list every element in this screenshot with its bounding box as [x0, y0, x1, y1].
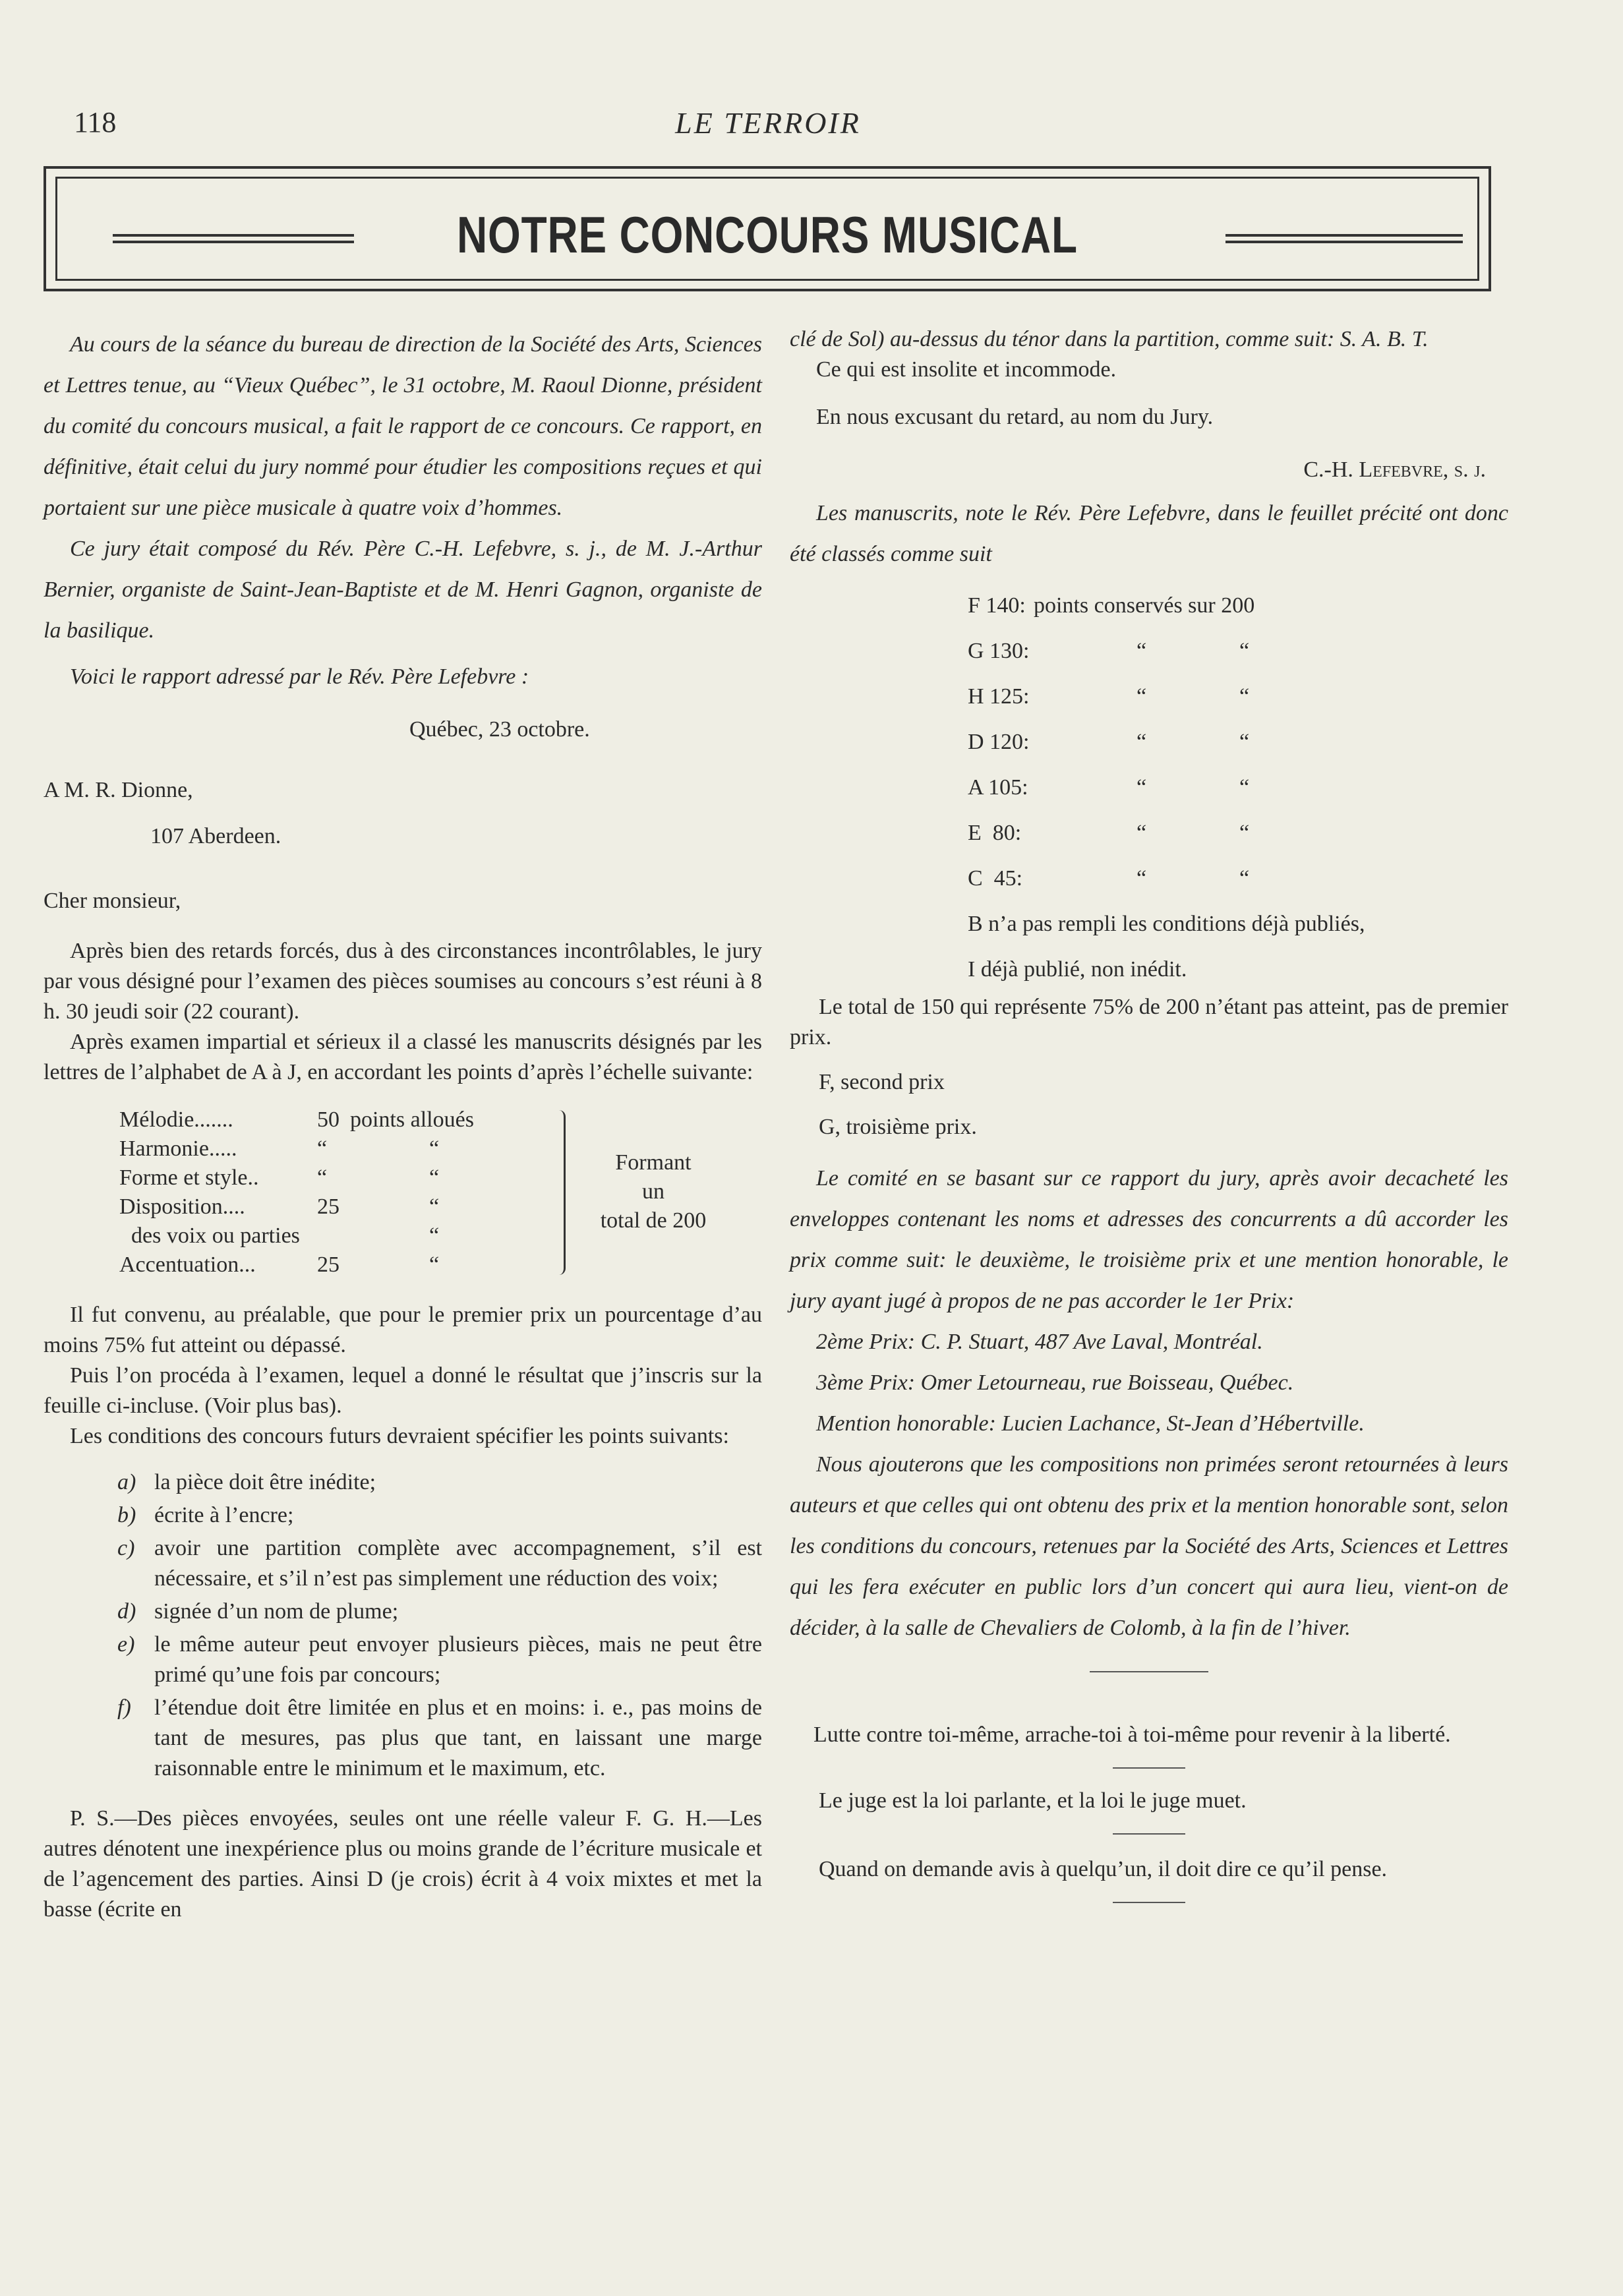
conditions-list	[117, 1467, 762, 1784]
scale-value: 25	[317, 1194, 339, 1219]
intro-paragraph-2: Ce jury était composé du Rév. Père C.-H. Lefebvre, s. j., de M. J.-Arthur Bernier, organiste de Saint-Jean-Baptiste et de M. Henri Gagnon, organiste de la basilique.	[44, 537, 762, 643]
scale-unit: “	[429, 1165, 440, 1190]
salutation: Cher monsieur,	[44, 889, 181, 913]
left-column	[44, 324, 762, 1925]
i-line: I déjà publié, non inédit.	[968, 957, 1187, 982]
formant-line: Formant	[615, 1150, 692, 1175]
total-note: Le total de 150 qui représente 75% de 200 n’étant pas atteint, pas de premier prix.	[790, 995, 1508, 1049]
intro-paragraph-1: Au cours de la séance du bureau de direction de la Société des Arts, Sciences et Lettres tenue, au “Vieux Québec”, le 31 octobre, M. Raoul Dionne, président du comité du concours musical, a fait le rapport de ce concours. Ce rapport, en définitive, était celui du jury nommé pour étudier les compositions reçues et qui portaient sur une pièce musicale à quatre voix d’hommes.	[44, 332, 762, 520]
condition-item	[117, 1597, 762, 1627]
score-ditto: “	[1239, 684, 1250, 709]
body-paragraph-1: Après bien des retards forcés, dus à des circonstances incontrôlables, le jury par vous désigné pour l’examen des pièces soumises au concours s’est réuni à 8 h. 30 jeudi soir (22 courant).	[44, 939, 762, 1024]
scale-criterion: Accentuation...	[119, 1252, 256, 1277]
condition-item	[117, 1533, 762, 1594]
condition-item	[117, 1630, 762, 1690]
maxim-3: Quand on demande avis à quelqu’un, il doit dire ce qu’il pense.	[819, 1857, 1388, 1881]
condition-item	[117, 1500, 762, 1531]
continuation-1-text: clé de Sol) au-dessus du ténor dans la partition, comme suit: S. A. B. T.	[790, 327, 1429, 351]
prize-2	[790, 1322, 1508, 1363]
score-label: G 130:	[968, 639, 1030, 663]
condition-text: signée d’un nom de plume;	[154, 1599, 399, 1624]
continuation-2: Ce qui est insolite et incommode.	[816, 357, 1117, 382]
address: 107 Aberdeen.	[150, 824, 281, 848]
second-prize-line: F, second prix	[819, 1070, 945, 1094]
condition-text: la pièce doit être inédite;	[154, 1470, 376, 1494]
title-frame	[44, 166, 1491, 291]
score-label: H 125:	[968, 684, 1030, 709]
prize-2-winner: : C. P. Stuart, 487 Ave Laval, Montréal.	[907, 1330, 1263, 1354]
scale-criterion: des voix ou parties	[131, 1223, 300, 1248]
scale-criterion: Harmonie.....	[119, 1136, 237, 1161]
score-row	[968, 947, 1508, 992]
score-row	[968, 719, 1508, 765]
score-label: E 80:	[968, 821, 1022, 845]
prize-3-winner: : Omer Letourneau, rue Boisseau, Québec.	[907, 1370, 1294, 1395]
score-label: A 105:	[968, 775, 1028, 800]
signature: C.-H. Lefebvre, s. j.	[1303, 457, 1486, 482]
scale-unit: “	[429, 1194, 440, 1219]
closing-paragraph: Nous ajouterons que les compositions non primées seront retournées à leurs auteurs et que celles qui ont obtenu des prix et la mention honorable sont, selon les conditions du concours, retenues par la Société des Arts, Sciences et Lettres qui les fera exécuter en public lors d’un concert qui aura lieu, vient-on de décider, à la salle de Chevaliers de Colomb, à la fin de l’hiver.	[790, 1452, 1508, 1640]
score-row	[968, 628, 1508, 674]
scale-criterion: Mélodie.......	[119, 1107, 233, 1132]
condition-key: b)	[117, 1503, 136, 1527]
scale-value: 25	[317, 1252, 339, 1277]
third-prize-line: G, troisième prix.	[819, 1115, 977, 1139]
editor-note: Les manuscrits, note le Rév. Père Lefebvre, dans le feuillet précité ont donc été classés comme suit	[790, 501, 1508, 566]
intro-paragraph-3: Voici le rapport adressé par le Rév. Père Lefebvre :	[70, 664, 529, 689]
scale-unit: “	[429, 1136, 440, 1161]
right-column	[790, 324, 1508, 1903]
condition-key: f)	[117, 1695, 131, 1720]
maxim-1: Lutte contre toi-même, arrache-toi à toi-même pour revenir à la liberté.	[813, 1722, 1451, 1747]
scale-unit: “	[429, 1252, 440, 1277]
mention-winner: : Lucien Lachance, St-Jean d’Hébertville.	[988, 1411, 1365, 1436]
score-ditto: “	[1239, 730, 1250, 754]
score-ditto: “	[1136, 639, 1147, 663]
scores-list	[968, 583, 1508, 992]
mention-label: Mention honorable	[816, 1411, 989, 1436]
scale-value: 50	[317, 1107, 339, 1132]
score-ditto: “	[1136, 684, 1147, 709]
score-ditto: “	[1239, 775, 1250, 800]
score-label: F 140:	[968, 593, 1026, 618]
separator	[1113, 1767, 1185, 1769]
honorable-mention	[790, 1403, 1508, 1444]
scale-total-note	[568, 1148, 739, 1235]
article-title: NOTRE CONCOURS MUSICAL	[457, 206, 1078, 264]
continuation-1	[790, 324, 1508, 355]
score-ditto: “	[1239, 866, 1250, 891]
score-ditto: “	[1136, 775, 1147, 800]
scale-value: “	[317, 1165, 328, 1190]
condition-text: l’étendue doit être limitée en plus et en moins: i. e., pas moins de tant de mesures, pas plus que tant, en laissant une marge raisonnable entre le minimum et le maximum, etc.	[154, 1695, 762, 1781]
scale-unit: “	[429, 1223, 440, 1248]
body-paragraph-5: Les conditions des concours futurs devraient spécifier les points suivants:	[70, 1424, 729, 1448]
page-number: 118	[74, 106, 117, 138]
score-detail: points conservés sur 200	[1034, 593, 1255, 618]
condition-text: le même auteur peut envoyer plusieurs pièces, mais ne peut être primé qu’une fois par concours;	[154, 1632, 762, 1687]
separator	[1113, 1833, 1185, 1835]
b-line: B n’a pas rempli les conditions déjà publiés,	[968, 912, 1365, 936]
committee-paragraph: Le comité en se basant sur ce rapport du jury, après avoir decacheté les enveloppes contenant les noms et adresses des concurrents a dû accorder les prix comme suit: le deuxième, le troisième prix et une mention honorable, le jury ayant jugé à propos de ne pas accorder le 1er Prix:	[790, 1166, 1508, 1313]
condition-item	[117, 1693, 762, 1784]
score-row	[968, 583, 1508, 628]
prize-3-label: 3ème Prix	[816, 1370, 908, 1395]
condition-key: c)	[117, 1536, 135, 1560]
formant-line: un	[642, 1179, 664, 1204]
postscript: P. S.—Des pièces envoyées, seules ont une réelle valeur F. G. H.—Les autres dénotent une inexpérience plus ou moins grande de l’écriture musicale et de l’agencement des parties. Ainsi D (je crois) écrit à 4 voix mixtes et met la basse (écrite en	[44, 1806, 762, 1922]
formant-line: total de 200	[600, 1208, 707, 1233]
condition-key: d)	[117, 1599, 136, 1624]
score-ditto: “	[1239, 639, 1250, 663]
score-label: D 120:	[968, 730, 1030, 754]
condition-key: e)	[117, 1632, 135, 1657]
prize-2-label: 2ème Prix	[816, 1330, 908, 1354]
scale-criterion: Forme et style..	[119, 1165, 259, 1190]
body-paragraph-2: Après examen impartial et sérieux il a classé les manuscrits désignés par les lettres de l’alphabet de A à J, en accordant les points d’après l’échelle suivante:	[44, 1030, 762, 1084]
scale-value: “	[317, 1136, 328, 1161]
scale-criterion: Disposition....	[119, 1194, 245, 1219]
condition-text: avoir une partition complète avec accompagnement, s’il est nécessaire, et s’il n’est pas simplement une réduction des voix;	[154, 1536, 762, 1591]
continuation-3: En nous excusant du retard, au nom du Jury.	[816, 405, 1214, 429]
score-row	[968, 810, 1508, 856]
scale-brace	[557, 1110, 566, 1275]
separator	[1090, 1671, 1208, 1672]
scale-unit: points alloués	[350, 1107, 474, 1132]
condition-item	[117, 1467, 762, 1498]
scoring-scale	[119, 1105, 762, 1283]
score-row	[968, 901, 1508, 947]
condition-key: a)	[117, 1470, 136, 1494]
score-row	[968, 674, 1508, 719]
title-frame-inner	[55, 177, 1479, 281]
body-paragraph-3: Il fut convenu, au préalable, que pour le premier prix un pourcentage d’au moins 75% fut atteint ou dépassé.	[44, 1303, 762, 1357]
running-title: LE TERROIR	[675, 106, 861, 140]
score-row	[968, 856, 1508, 901]
dateline: Québec, 23 octobre.	[409, 717, 590, 742]
score-label: C 45:	[968, 866, 1023, 891]
score-ditto: “	[1136, 866, 1147, 891]
condition-text: écrite à l’encre;	[154, 1503, 294, 1527]
score-ditto: “	[1239, 821, 1250, 845]
addressee: A M. R. Dionne,	[44, 778, 193, 802]
body-paragraph-4: Puis l’on procéda à l’examen, lequel a donné le résultat que j’inscris sur la feuille ci-incluse. (Voir plus bas).	[44, 1363, 762, 1418]
score-row	[968, 765, 1508, 810]
maxim-2: Le juge est la loi parlante, et la loi le juge muet.	[819, 1788, 1247, 1813]
score-ditto: “	[1136, 821, 1147, 845]
prize-3	[790, 1363, 1508, 1403]
separator	[1113, 1902, 1185, 1903]
score-ditto: “	[1136, 730, 1147, 754]
